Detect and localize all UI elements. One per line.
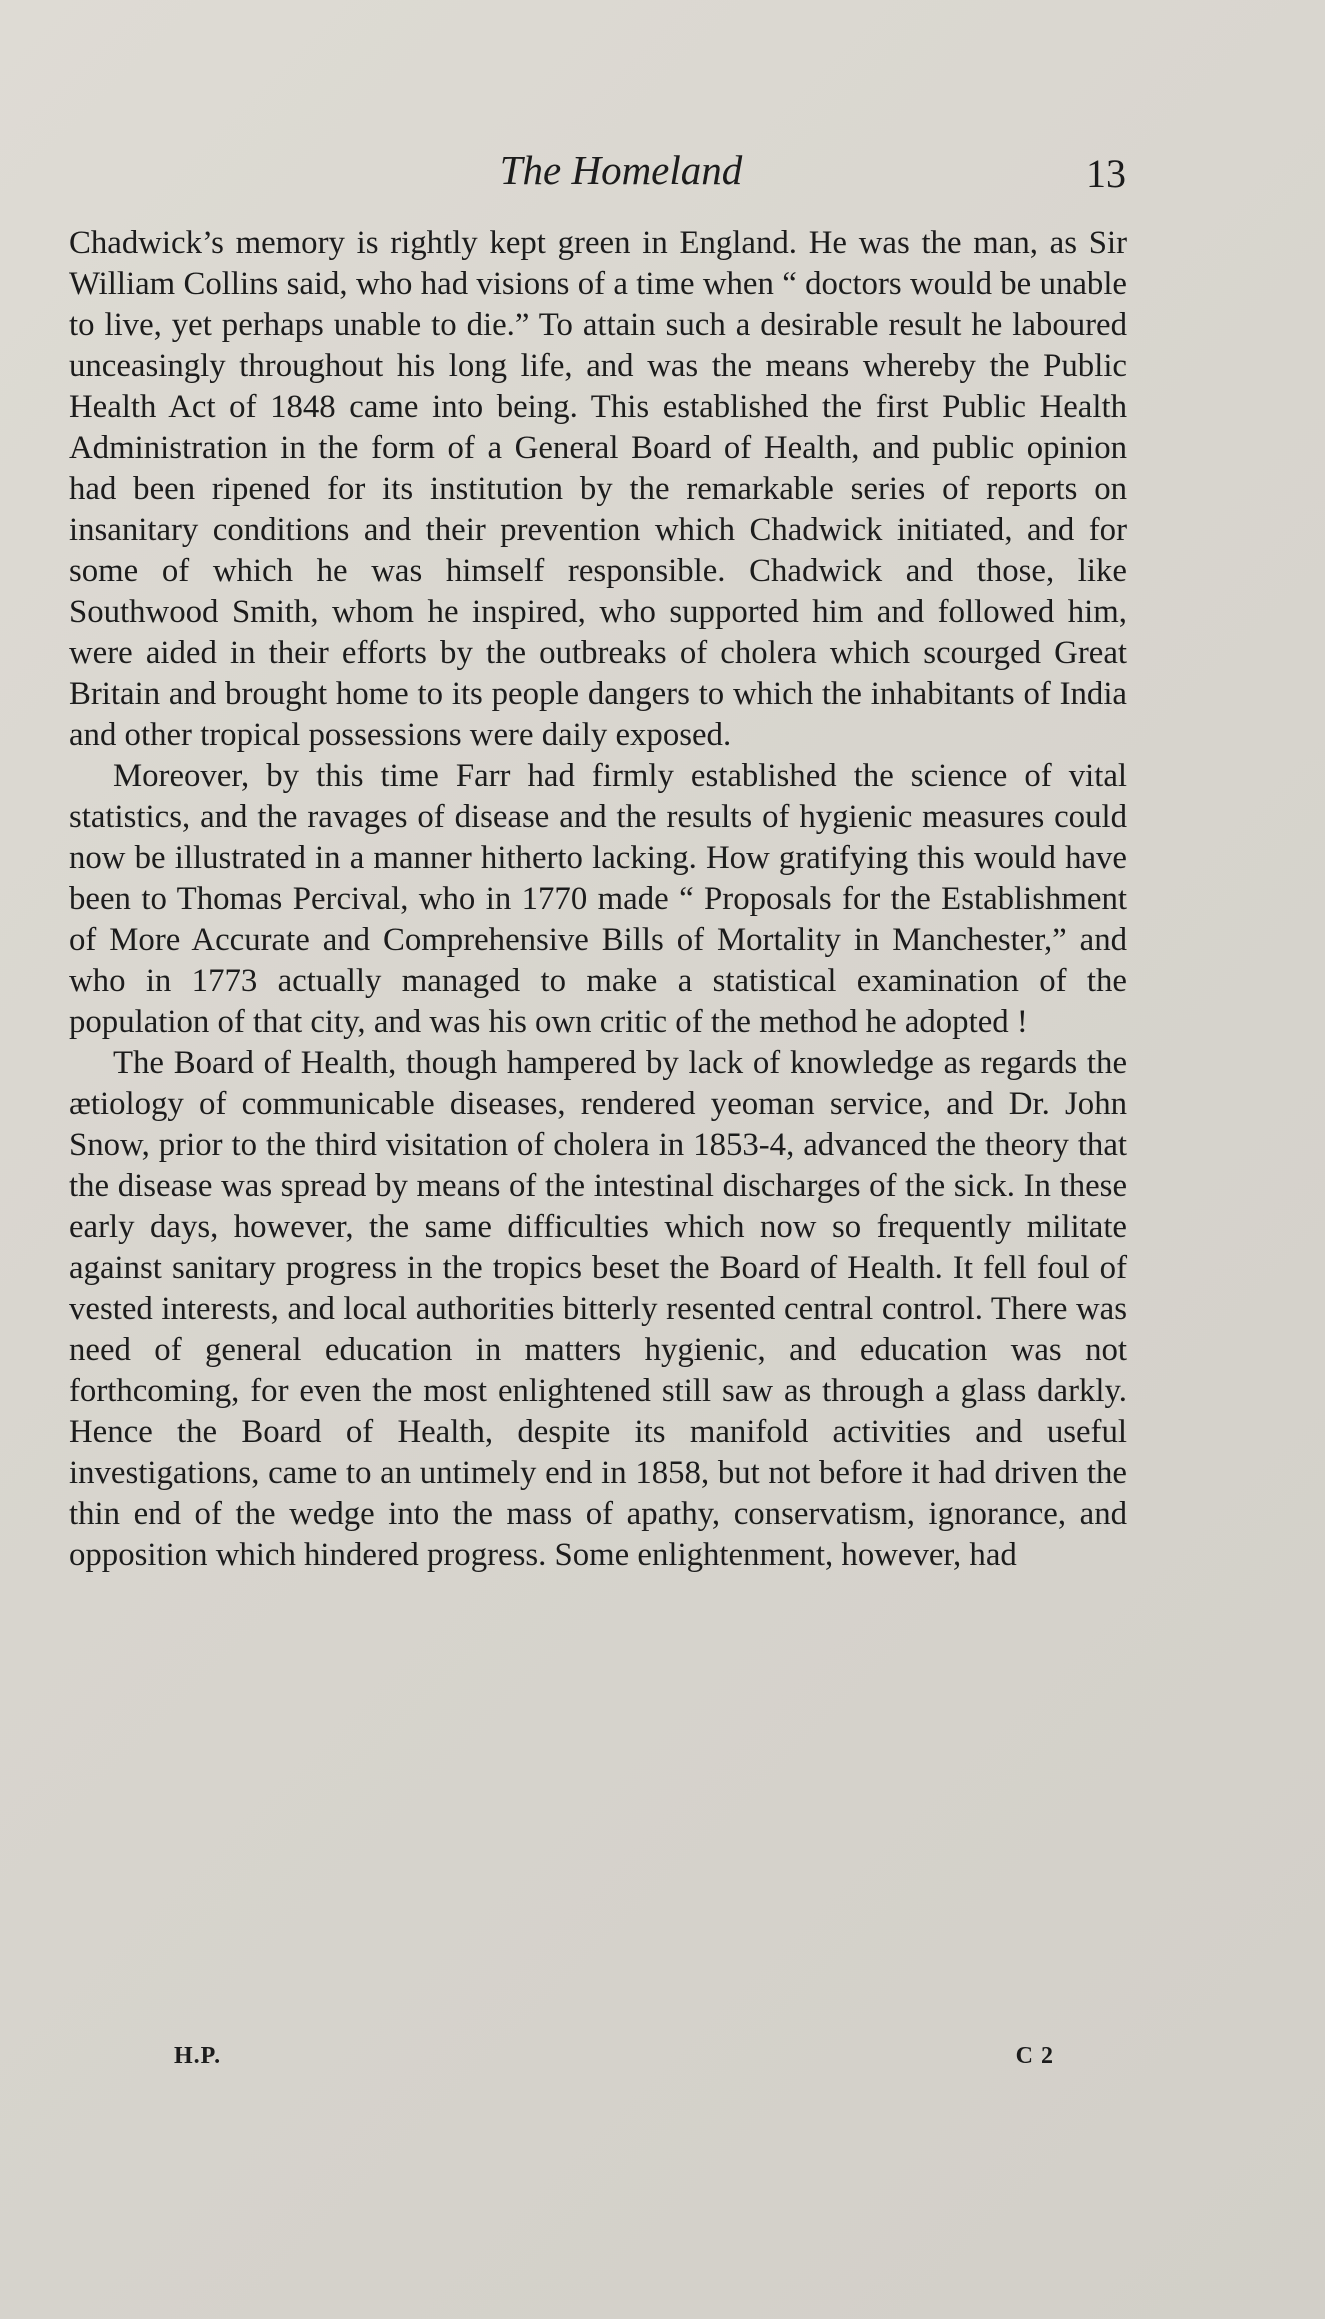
running-head: [66, 142, 1126, 202]
signature-mark-left: H.P.: [174, 2043, 222, 2069]
paragraph-board-of-health: The Board of Health, though hampered by lack of knowledge as regards the ætiology of communicable diseases, rendered yeoman service, and Dr. John Snow, prior to the third visitation of cholera in 1853-4, advanced the theory that the disease was spread by means of the intestinal discharges of the sick. In these early days, however, the same difficulties which now so frequently militate against sanitary progress in the tropics beset the Board of Health. It fell foul of vested interests, and local authorities bitterly resented central control. There was need of general education in matters hygienic, and education was not forthcoming, for even the most enlightened still saw as through a glass darkly. Hence the Board of Health, despite its manifold activities and useful investigations, came to an untimely end in 1858, but not before it had driven the thin end of the wedge into the mass of apathy, conservatism, ignorance, and opposition which hindered progress. Some enlightenment, however, had: [69, 1045, 1127, 1573]
paragraph-chadwick: Chadwick’s memory is rightly kept green in England. He was the man, as Sir William Collins said, who had visions of a time when “ doctors would be unable to live, yet perhaps unable to die.” To attain such a desirable result he laboured unceasingly throughout his long life, and was the means whereby the Public Health Act of 1848 came into being. This established the first Public Health Administration in the form of a General Board of Health, and public opinion had been ripened for its institution by the remarkable series of reports on insanitary conditions and their prevention which Chadwick initiated, and for some of which he was himself responsible. Chadwick and those, like Southwood Smith, whom he inspired, who supported him and followed him, were aided in their efforts by the outbreaks of cholera which scourged Great Britain and brought home to its people dangers to which the inhabitants of India and other tropical possessions were daily exposed.: [69, 225, 1127, 753]
signature-line: [174, 2043, 1054, 2073]
signature-mark-right: C 2: [1015, 2043, 1054, 2069]
running-head-title: The Homeland: [499, 147, 743, 193]
page-number: 13: [1086, 151, 1126, 196]
paragraph-farr: Moreover, by this time Farr had firmly established the science of vital statistics, and the ravages of disease and the results of hygienic measures could now be illustrated in a manner hitherto lacking. How gratifying this would have been to Thomas Percival, who in 1770 made “ Proposals for the Establishment of More Accurate and Comprehensive Bills of Mortality in Manchester,” and who in 1773 actually managed to make a statistical examination of the population of that city, and was his own critic of the method he adopted !: [69, 758, 1127, 1040]
body-text: [69, 223, 1127, 1576]
